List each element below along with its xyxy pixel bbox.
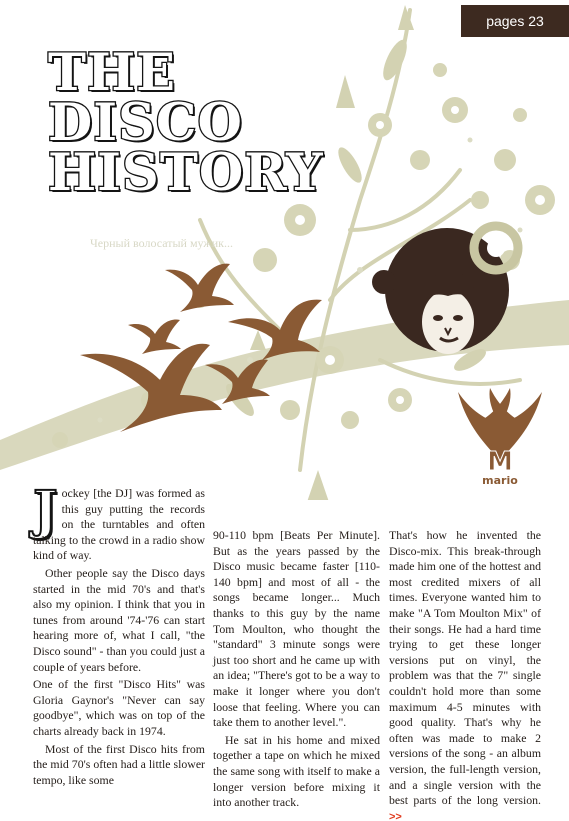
paragraph bbox=[33, 480, 205, 564]
paragraph: 90-110 bpm [Beats Per Minute]. But as the years passed by the Disco music became faster [110-140 bpm] and most of all - the songs became longer... Much thanks to this guy by the name Tom Moulton, who thought the "standard" 3 minute songs were just too short and he came up with an idea; "There's got to be a way to make it longer where you don't loose that feeling. Where you can take them to another level.". bbox=[213, 528, 380, 730]
page-number-label: pages 23 bbox=[486, 13, 544, 29]
paragraph: One of the first "Disco Hits" was Gloria Gaynor's "Never can say goodbye", which was on top of the charts already back in 1974. bbox=[33, 677, 205, 738]
text-column-3 bbox=[389, 528, 541, 821]
paragraph: Other people say the Disco days started in the mid 70's and that's also my opinion. I think that you in tunes from around '74-'76 can start hearing more of, what I call, "the Disco sound" - than you could just a couple of years before. bbox=[33, 565, 205, 674]
title-line-3: HISTORY bbox=[48, 143, 324, 203]
page-number-tab bbox=[461, 5, 569, 37]
title-line-1: THE bbox=[48, 43, 177, 103]
paragraph bbox=[389, 528, 541, 821]
wing-logo-icon bbox=[458, 388, 542, 487]
svg-text:M: M bbox=[487, 447, 513, 477]
paragraph-text: ockey [the DJ] was formed as this guy putting the records on the turntables and often talking to the crowd in a radio show kind of way. bbox=[33, 486, 205, 563]
text-column-1 bbox=[33, 480, 205, 790]
drop-cap: J bbox=[33, 480, 58, 541]
paragraph: He sat in his home and mixed together a tape on which he mixed the same song with itself to make a longer version before mixing it into another track. bbox=[213, 732, 380, 810]
title-line-2: DISCO bbox=[48, 93, 243, 153]
paragraph: Most of the first Disco hits from the mid 70's often had a little slower tempo, like some bbox=[33, 741, 205, 787]
article-subtitle: Черный волосатый мужик... bbox=[90, 236, 233, 250]
svg-text:mario: mario bbox=[482, 474, 518, 487]
text-column-2 bbox=[213, 528, 380, 813]
next-arrow-icon[interactable]: >> bbox=[389, 810, 402, 821]
article-title bbox=[48, 43, 324, 203]
paragraph-text: That's how he invented the Disco-mix. This break-through made him one of the hottest and most credited mixers of all times. Everyone wanted him to make "A Tom Moulton Mix" of their songs. He had a hard time trying to get these longer versions put on vinyl, the problem was that the 7" single couldn't hold more than some maximum 4-5 minutes with good quality. That's why he often was made to make 2 versions of the song - an album version, the full-length version, and a single version with the best parts of the long version. bbox=[389, 528, 541, 808]
